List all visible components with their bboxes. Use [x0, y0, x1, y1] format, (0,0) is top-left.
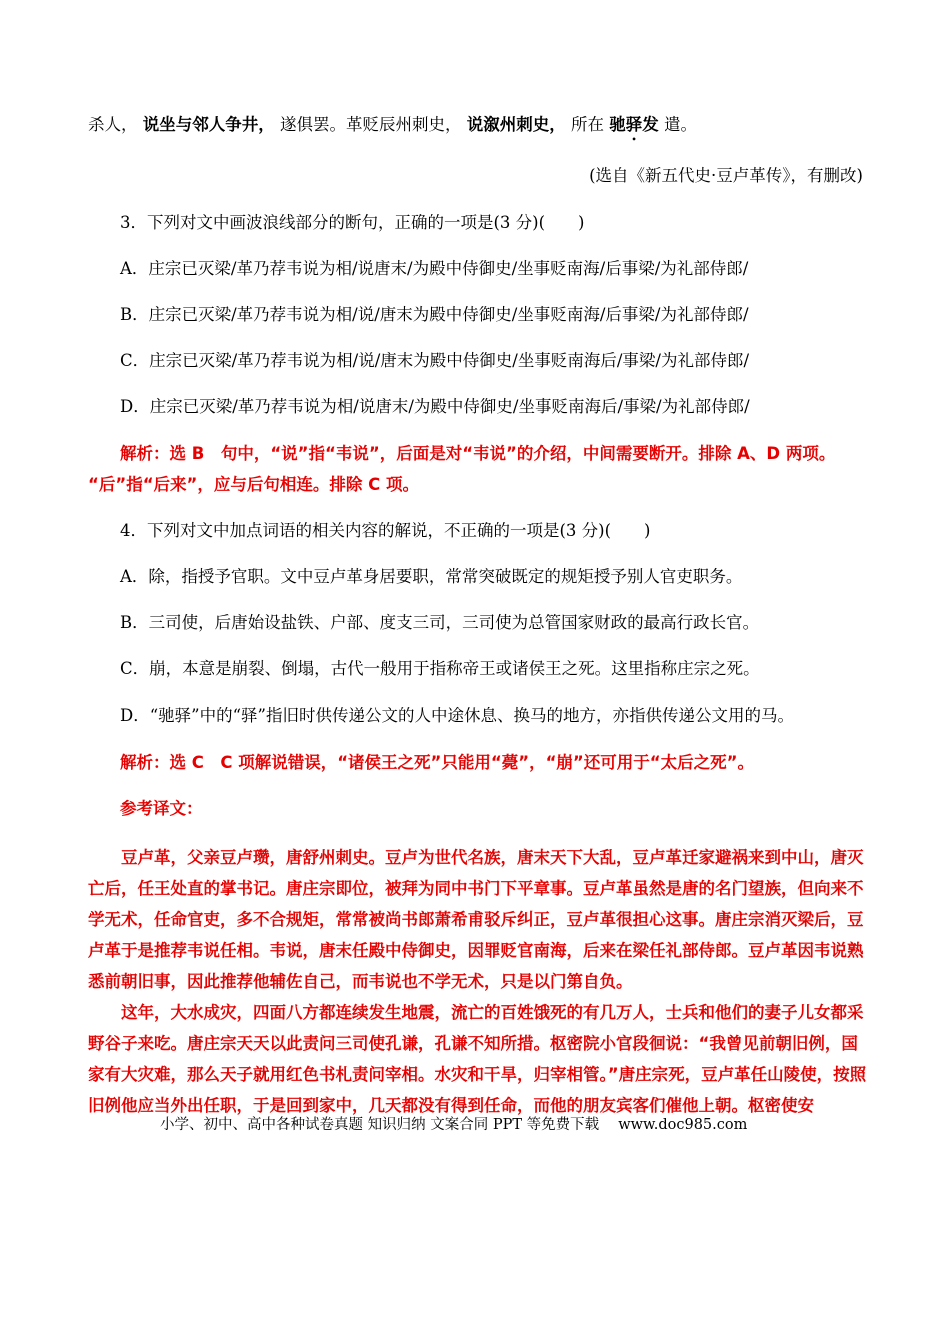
- q4-option-a: A．除，指授予官职。文中豆卢革身居要职，常常突破既定的规矩授予别人官吏职务。: [120, 567, 743, 586]
- translation-text: 这年，大水成灾，四面八方都连续发生地震，流亡的百姓饿死的有几万人，士兵和他们的妻子儿女都采野谷子来吃。唐庄宗天天以此责问三司使孔谦，孔谦不知所措。枢密院小官段徊说：“我曾见前朝旧例，国家有大灾难，那么天子就用红色书札责问宰相。水灾和干旱，归宰相管。”唐庄宗死，豆卢革任山陵使，按照旧例他应当外出任职，于是回到家中，几天都没有得到任命，而他的朋友宾客们催他上朝。枢密使安: [88, 1003, 867, 1115]
- q4-option-d: D．“驰驿”中的“驿”指旧时供传递公文的人中途休息、换马的地方，亦指供传递公文用的马。: [120, 706, 794, 725]
- dotted-word: 驰驿发: [609, 115, 659, 134]
- passage-tail-line: [88, 114, 697, 136]
- q3-option-b: B．庄宗已灭梁/革乃荐韦说为相/说/唐末为殿中侍御史/坐事贬南海/后事梁/为礼部侍郎/: [120, 305, 749, 324]
- q3-analysis-line1: 解析：选 B 句中，“说”指“韦说”，后面是对“韦说”的介绍，中间需要断开。排除 A、D 两项。: [120, 444, 836, 463]
- question-4-stem: 4．下列对文中加点词语的相关内容的解说，不正确的一项是(3 分)( ): [120, 521, 651, 540]
- translation-paragraph-1: [88, 842, 868, 997]
- passage-text: 遣。: [664, 115, 697, 134]
- q4-option-c: C．崩，本意是崩裂、倒塌，古代一般用于指称帝王或诸侯王之死。这里指称庄宗之死。: [120, 659, 760, 678]
- passage-text: 遂俱罢。革贬辰州刺史，: [280, 115, 462, 134]
- q4-analysis: 解析：选 C C 项解说错误，“诸侯王之死”只能用“薨”，“崩”还可用于“太后之死”。: [120, 753, 754, 772]
- page-footer: 小学、初中、高中各种试卷真题 知识归纳 文案合同 PPT 等免费下载 www.doc985.com: [160, 1117, 748, 1133]
- translation-heading: 参考译文：: [120, 799, 203, 818]
- q3-analysis-line2: “后”指“后来”，应与后句相连。排除 C 项。: [88, 475, 419, 494]
- passage-text: 说坐与邻人争井，: [142, 115, 275, 134]
- passage-text: 杀人，: [88, 115, 138, 134]
- passage-text: 说溆州刺史，: [466, 115, 566, 134]
- q3-option-d: D．庄宗已灭梁/革乃荐韦说为相/说唐末/为殿中侍御史/坐事贬南海后/事梁/为礼部侍郎/: [120, 397, 750, 416]
- passage-text: 所在: [571, 115, 604, 134]
- q4-option-b: B．三司使，后唐始设盐铁、户部、度支三司，三司使为总管国家财政的最高行政长官。: [120, 613, 760, 632]
- q3-option-c: C．庄宗已灭梁/革乃荐韦说为相/说/唐末为殿中侍御史/坐事贬南海后/事梁/为礼部侍郎/: [120, 351, 750, 370]
- q3-option-a: A．庄宗已灭梁/革乃荐韦说为相/说唐末/为殿中侍御史/坐事贬南海/后事梁/为礼部侍郎/: [120, 259, 749, 278]
- translation-text: 豆卢革，父亲豆卢瓒，唐舒州刺史。豆卢为世代名族，唐末天下大乱，豆卢革迁家避祸来到中山，唐灭亡后，任王处直的掌书记。唐庄宗即位，被拜为同中书门下平章事。豆卢革虽然是唐的名门望族，但向来不学无术，任命官吏，多不合规矩，常常被尚书郎萧希甫驳斥纠正，豆卢革很担心这事。唐庄宗消灭梁后，豆卢革于是推荐韦说任相。韦说，唐末任殿中侍御史，因罪贬官南海，后来在梁任礼部侍郎。豆卢革因韦说熟悉前朝旧事，因此推荐他辅佐自己，而韦说也不学无术，只是以门第自负。: [88, 848, 864, 991]
- question-3-stem: 3．下列对文中画波浪线部分的断句，正确的一项是(3 分)( ): [120, 213, 585, 232]
- translation-paragraph-2: [88, 997, 868, 1121]
- source-citation: (选自《新五代史·豆卢革传》，有删改): [589, 166, 863, 185]
